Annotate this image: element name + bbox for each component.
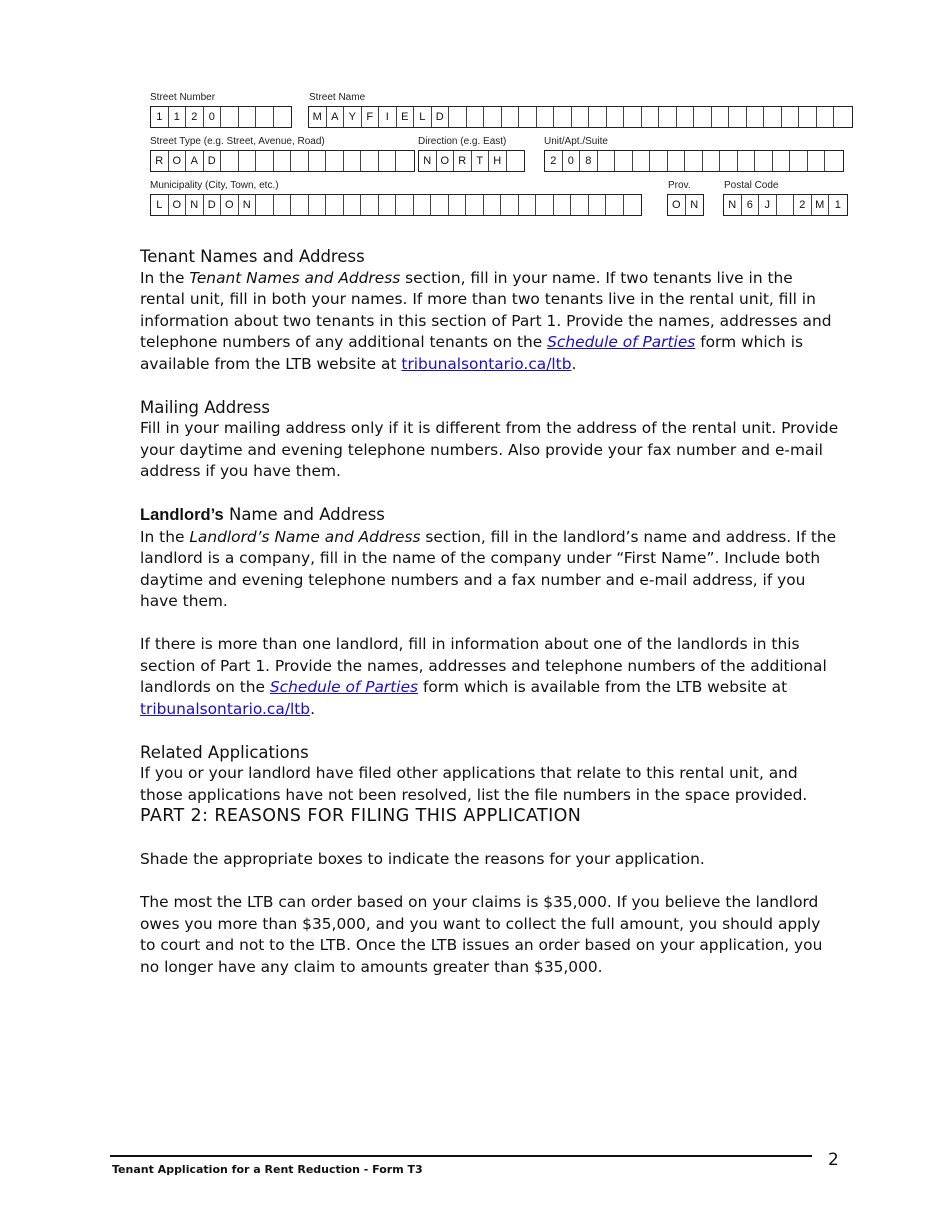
landlord-p2-text-c: . <box>310 699 315 718</box>
char-box[interactable]: N <box>186 195 204 215</box>
footer-divider <box>110 1155 812 1157</box>
landlord-p2-text-a: If there is more than one landlord, fill in information about one of the landlords in this section of Part 1. Provide the names, addresses and telephone numbers of the additional landlords on the <box>140 635 827 696</box>
char-box[interactable] <box>361 151 379 171</box>
char-box[interactable] <box>396 195 414 215</box>
landlord-p2-text-b: form which is available from the LTB website at <box>418 678 788 696</box>
char-box[interactable] <box>572 107 590 127</box>
char-box[interactable] <box>379 151 397 171</box>
char-box[interactable] <box>256 195 274 215</box>
char-box[interactable]: 6 <box>742 195 760 215</box>
char-box[interactable]: 1 <box>151 107 169 127</box>
char-box[interactable]: N <box>419 151 437 171</box>
char-box[interactable] <box>501 195 519 215</box>
char-box[interactable] <box>624 195 642 215</box>
char-box[interactable]: D <box>432 107 450 127</box>
char-box[interactable] <box>326 195 344 215</box>
char-box[interactable]: L <box>151 195 169 215</box>
char-box[interactable] <box>808 151 826 171</box>
char-box[interactable]: O <box>169 151 187 171</box>
char-box[interactable] <box>834 107 852 127</box>
char-box[interactable] <box>825 151 843 171</box>
street-number-boxes[interactable] <box>150 106 292 128</box>
char-box[interactable]: N <box>239 195 257 215</box>
char-box[interactable] <box>747 107 765 127</box>
char-box[interactable] <box>677 107 695 127</box>
part2-paragraph-2: The most the LTB can order based on your claims is $35,000. If you believe the landlord owes you more than $35,000, and you want to collect the full amount, you should apply to court and not to the LTB. Once the LTB issues an order based on your application, you no longer have any claim to amounts greater than $35,000. <box>140 893 823 976</box>
char-box[interactable]: A <box>186 151 204 171</box>
char-box[interactable]: 2 <box>794 195 812 215</box>
char-box[interactable] <box>598 151 616 171</box>
char-box[interactable] <box>782 107 800 127</box>
char-box[interactable] <box>449 195 467 215</box>
char-box[interactable] <box>659 107 677 127</box>
char-box[interactable]: 1 <box>834 199 841 211</box>
char-box[interactable]: A <box>327 107 345 127</box>
char-box[interactable]: 2 <box>545 151 563 171</box>
char-box[interactable] <box>615 151 633 171</box>
char-box[interactable]: R <box>151 151 169 171</box>
ltb-website-link-2[interactable]: tribunalsontario.ca/ltb <box>140 699 311 718</box>
char-box[interactable] <box>344 195 362 215</box>
char-box[interactable]: O <box>437 151 455 171</box>
char-box[interactable]: N <box>724 195 742 215</box>
char-box[interactable]: 2 <box>186 107 204 127</box>
char-box[interactable] <box>650 151 668 171</box>
char-box[interactable] <box>790 151 808 171</box>
municipality-label: Municipality (City, Town, etc.) <box>150 180 279 191</box>
mailing-heading: Mailing Address <box>140 397 270 417</box>
char-box[interactable] <box>703 151 721 171</box>
char-box[interactable]: Y <box>344 107 362 127</box>
char-box[interactable] <box>764 107 782 127</box>
char-box[interactable]: E <box>397 107 415 127</box>
char-box[interactable]: T <box>472 151 490 171</box>
char-box[interactable]: M <box>309 107 327 127</box>
char-box[interactable] <box>624 107 642 127</box>
landlord-heading-bold: Landlord’s <box>140 506 224 524</box>
char-box[interactable] <box>449 107 467 127</box>
char-box[interactable] <box>773 151 791 171</box>
tenant-heading: Tenant Names and Address <box>140 247 365 266</box>
char-box[interactable] <box>633 151 651 171</box>
tenant-text-5: . <box>571 354 577 373</box>
char-box[interactable]: L <box>414 107 432 127</box>
char-box[interactable]: 8 <box>580 151 598 171</box>
char-box[interactable] <box>729 107 747 127</box>
char-box[interactable] <box>817 107 835 127</box>
char-box[interactable] <box>536 195 554 215</box>
char-box[interactable] <box>712 107 730 127</box>
tenant-text-4: form which is available from the LTB website at <box>140 333 804 373</box>
char-box[interactable] <box>507 151 525 171</box>
char-box[interactable] <box>554 107 572 127</box>
instructions <box>140 246 840 978</box>
char-box[interactable] <box>519 107 537 127</box>
landlord-heading <box>140 504 840 527</box>
char-box[interactable]: O <box>221 195 239 215</box>
unit-boxes[interactable] <box>544 150 844 172</box>
landlord-text-4: If the landlord is a company, fill in the name of the company under “First Name”. <box>140 527 837 567</box>
char-box[interactable] <box>291 195 309 215</box>
char-box[interactable] <box>668 151 686 171</box>
char-box[interactable] <box>256 151 274 171</box>
related-heading: Related Applications <box>140 742 309 762</box>
char-box[interactable]: J <box>759 195 777 215</box>
char-box[interactable] <box>642 107 660 127</box>
char-box[interactable] <box>326 151 344 171</box>
char-box[interactable]: M <box>812 195 830 215</box>
char-box[interactable] <box>606 195 624 215</box>
unit-label: Unit/Apt./Suite <box>544 136 608 147</box>
char-box[interactable] <box>685 151 703 171</box>
char-box[interactable] <box>777 195 795 215</box>
schedule-of-parties-link-2[interactable]: Schedule of Parties <box>269 678 419 696</box>
char-box[interactable] <box>239 151 257 171</box>
char-box[interactable] <box>589 195 607 215</box>
char-box[interactable]: 0 <box>563 151 581 171</box>
direction-label: Direction (e.g. East) <box>418 136 507 147</box>
char-box[interactable]: F <box>362 107 380 127</box>
char-box[interactable] <box>799 107 817 127</box>
landlord-paragraph-2 <box>140 634 840 720</box>
char-box[interactable]: O <box>668 195 686 215</box>
tenant-text-3: section, fill in your name. If two tenants live in the rental unit, fill in both your names. If more than two tenants live in the rental unit, fill in information about two tenants in this section of Part 1. Provide the names, addresses and telephone numbers of any additional tenants on the <box>140 268 832 351</box>
char-box[interactable]: H <box>489 151 507 171</box>
char-box[interactable] <box>256 107 274 127</box>
mailing-paragraph: Fill in your mailing address only if it is different from the address of the rental unit. Provide your daytime and evening telephone numbers. Also provide your fax number and e-mail address if you have them. <box>140 419 839 480</box>
char-box[interactable] <box>738 151 756 171</box>
char-box[interactable] <box>694 107 712 127</box>
char-box[interactable] <box>221 107 239 127</box>
char-box[interactable] <box>467 107 485 127</box>
part2-heading: PART 2: REASONS FOR FILING THIS APPLICATION <box>140 806 582 826</box>
tenant-paragraph <box>140 268 840 376</box>
page-number: 2 <box>828 1150 839 1170</box>
street-number-label: Street Number <box>150 92 216 103</box>
char-box[interactable] <box>589 107 607 127</box>
char-box[interactable] <box>607 107 625 127</box>
char-box[interactable]: 1 <box>169 107 187 127</box>
char-box[interactable]: O <box>169 195 187 215</box>
char-box[interactable] <box>554 195 572 215</box>
landlord-heading-rest: Name and Address <box>223 505 385 524</box>
char-box[interactable] <box>239 107 257 127</box>
footer-title: Tenant Application for a Rent Reduction - Form T3 <box>112 1163 423 1176</box>
schedule-of-parties-link[interactable]: Schedule of Parties <box>547 333 696 351</box>
street-type-label: Street Type (e.g. Street, Avenue, Road) <box>150 136 325 147</box>
ltb-website-link[interactable]: tribunalsontario.ca/ltb <box>401 354 572 373</box>
char-box[interactable] <box>309 151 327 171</box>
char-box[interactable] <box>414 195 432 215</box>
postal-code-label: Postal Code <box>724 180 779 191</box>
char-box[interactable]: I <box>379 107 397 127</box>
landlord-text-italic: Landlord’s Name and Address <box>189 527 421 546</box>
province-label: Prov. <box>668 180 691 191</box>
char-box[interactable] <box>502 107 520 127</box>
landlord-text-5: Include both daytime and evening telephone numbers and a fax number and e-mail address, if you have them. <box>140 549 821 610</box>
char-box[interactable] <box>274 151 292 171</box>
char-box[interactable] <box>466 195 484 215</box>
char-box[interactable] <box>484 107 502 127</box>
char-box[interactable] <box>720 151 738 171</box>
char-box[interactable] <box>291 151 309 171</box>
direction-boxes[interactable] <box>418 150 525 172</box>
related-paragraph: If you or your landlord have filed other applications that relate to this rental unit, and those applications have not been resolved, list the file numbers in the space provided. <box>140 764 808 804</box>
char-box[interactable] <box>755 151 773 171</box>
street-name-boxes[interactable] <box>308 106 853 128</box>
tenant-text-1: In the <box>140 268 190 287</box>
char-box[interactable]: R <box>454 151 472 171</box>
char-box[interactable] <box>379 195 397 215</box>
char-box[interactable] <box>309 195 327 215</box>
char-box[interactable]: D <box>204 151 222 171</box>
char-box[interactable] <box>571 195 589 215</box>
char-box[interactable] <box>274 195 292 215</box>
char-box[interactable] <box>344 151 362 171</box>
char-box[interactable] <box>431 195 449 215</box>
landlord-paragraph <box>140 527 840 613</box>
landlord-text-3: section, fill in the landlord’s name and address. <box>420 527 792 546</box>
municipality-boxes[interactable] <box>150 194 642 216</box>
landlord-text-1: In the <box>140 527 190 546</box>
tenant-text-italic: Tenant Names and Address <box>189 268 401 287</box>
postal-code-boxes[interactable] <box>723 194 848 216</box>
char-box[interactable] <box>274 107 292 127</box>
char-box[interactable] <box>537 107 555 127</box>
province-boxes[interactable] <box>667 194 704 216</box>
char-box[interactable]: N <box>690 199 699 211</box>
char-box[interactable] <box>396 151 414 171</box>
char-box[interactable]: D <box>204 195 222 215</box>
char-box[interactable] <box>484 195 502 215</box>
char-box[interactable]: 0 <box>204 107 222 127</box>
part2-paragraph-1: Shade the appropriate boxes to indicate the reasons for your application. <box>140 850 705 868</box>
char-box[interactable] <box>519 195 537 215</box>
street-type-boxes[interactable] <box>150 150 415 172</box>
char-box[interactable] <box>361 195 379 215</box>
char-box[interactable] <box>221 151 239 171</box>
street-name-label: Street Name <box>309 92 366 103</box>
